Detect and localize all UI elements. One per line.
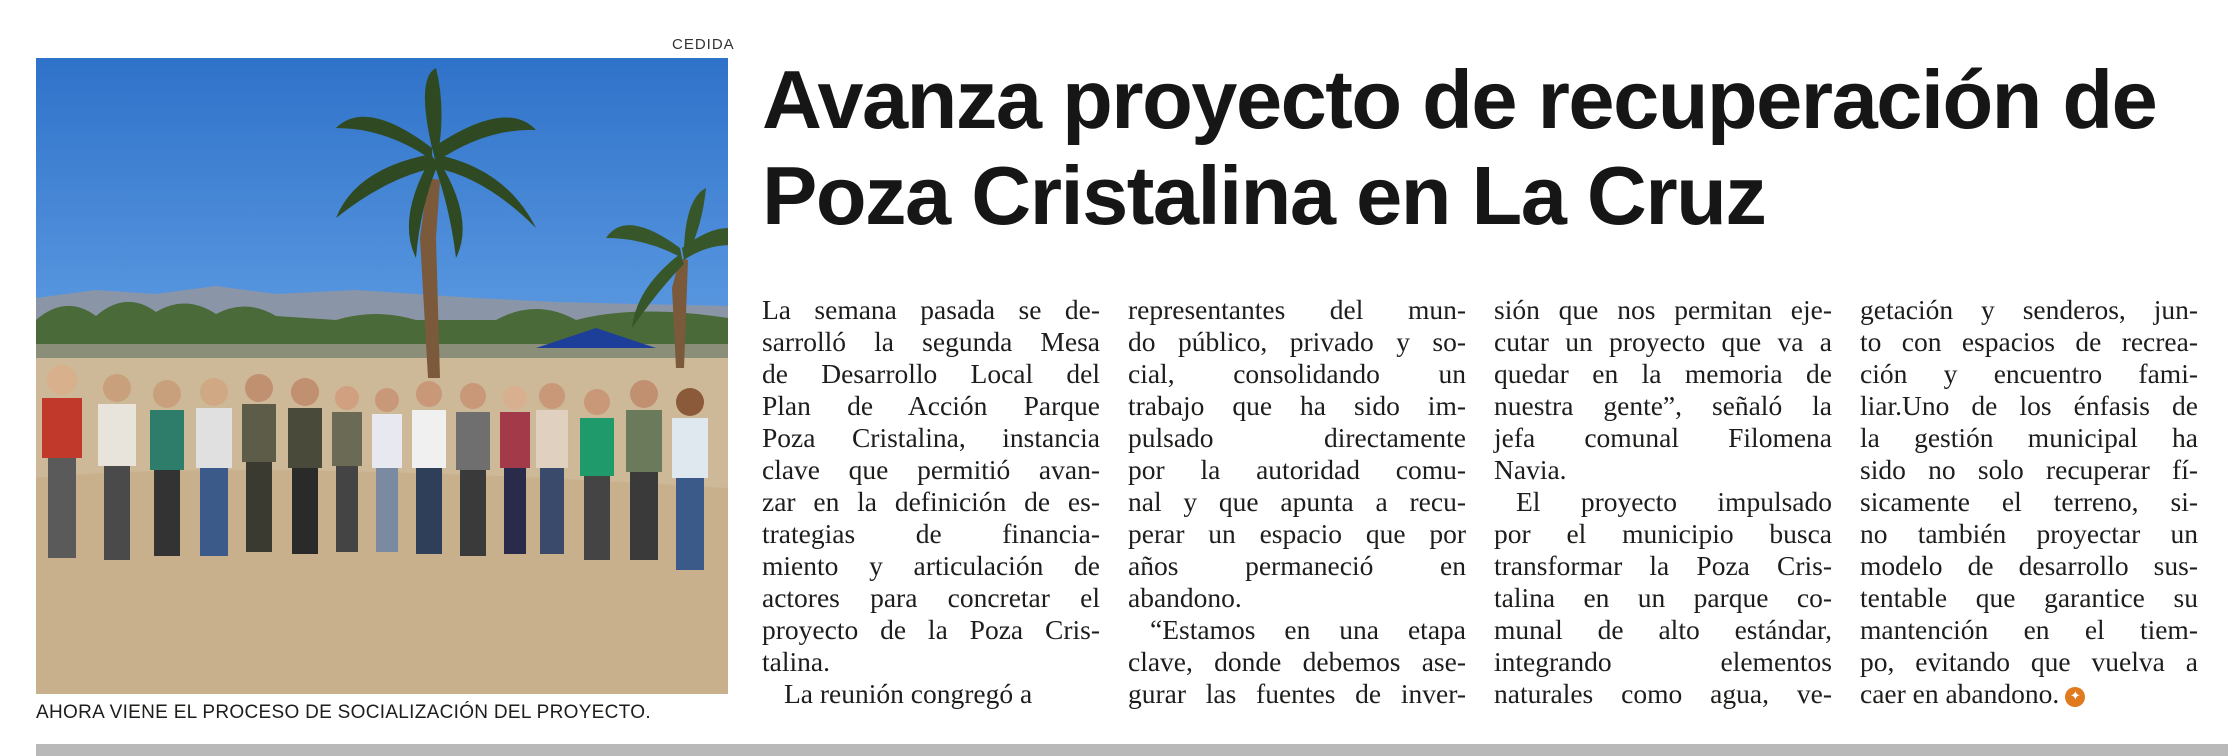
text-line: sarrolló la segunda Mesa — [762, 326, 1100, 357]
headline: Avanza proyecto de recuperación de Poza Cristalina en La Cruz — [762, 53, 2157, 242]
last-text-line — [1860, 678, 2198, 710]
text-line: trategias de financia- — [762, 518, 1100, 549]
text-line: pulsado directamente — [1128, 422, 1466, 453]
text-line: representantes del mun- — [1128, 294, 1466, 325]
text-line: la gestión municipal ha — [1860, 422, 2198, 453]
text-line: mantención en el tiem- — [1860, 614, 2198, 645]
text-line: do público, privado y so- — [1128, 326, 1466, 357]
article-column-3 — [1494, 294, 1832, 710]
text-line: sido no solo recuperar fí- — [1860, 454, 2198, 485]
text-line: por el municipio busca — [1494, 518, 1832, 549]
text-line: integrando elementos — [1494, 646, 1832, 677]
text-line: clave que permitió avan- — [762, 454, 1100, 485]
text-line: clave, donde debemos ase- — [1128, 646, 1466, 677]
text-line: de Desarrollo Local del — [762, 358, 1100, 389]
text-line: cutar un proyecto que va a — [1494, 326, 1832, 357]
text-line: Plan de Acción Parque — [762, 390, 1100, 421]
text-line: actores para concretar el — [762, 582, 1100, 613]
text-line: sicamente el terreno, si- — [1860, 486, 2198, 517]
text-line: getación y senderos, jun- — [1860, 294, 2198, 325]
text-line: años permaneció en — [1128, 550, 1466, 581]
text-line: miento y articulación de — [762, 550, 1100, 581]
article-column-2 — [1128, 294, 1466, 710]
star-icon: ✦ — [2065, 687, 2085, 707]
text-line: zar en la definición de es- — [762, 486, 1100, 517]
text-line: quedar en la memoria de — [1494, 358, 1832, 389]
text-line: La semana pasada se de- — [762, 294, 1100, 325]
text-line: La reunión congregó a — [784, 678, 1033, 709]
text-line: “Estamos en una etapa — [1150, 614, 1466, 645]
text-line: Poza Cristalina, instancia — [762, 422, 1100, 453]
text-line: abandono. — [1128, 582, 1242, 613]
text-line: to con espacios de recrea- — [1860, 326, 2198, 357]
text-line: sión que nos permitan eje- — [1494, 294, 1832, 325]
text-line: El proyecto impulsado — [1516, 486, 1832, 517]
photo-caption: AHORA VIENE EL PROCESO DE SOCIALIZACIÓN DEL PROYECTO. — [36, 702, 651, 723]
text-line: munal de alto estándar, — [1494, 614, 1832, 645]
text-line: modelo de desarrollo sus- — [1860, 550, 2198, 581]
text-line: no también proyectar un — [1860, 518, 2198, 549]
article-column-1 — [762, 294, 1100, 710]
photo-credit: CEDIDA — [672, 36, 735, 53]
text-line: perar un espacio que por — [1128, 518, 1466, 549]
text-line: Navia. — [1494, 454, 1567, 485]
bottom-rule — [36, 744, 2228, 756]
text-line: gurar las fuentes de inver- — [1128, 678, 1466, 709]
text-line: por la autoridad comu- — [1128, 454, 1466, 485]
text-line: jefa comunal Filomena — [1494, 422, 1832, 453]
text-line: tentable que garantice su — [1860, 582, 2198, 613]
text-line: talina. — [762, 646, 830, 677]
article-body — [762, 294, 2202, 736]
text-line: ción y encuentro fami- — [1860, 358, 2198, 389]
text-line: naturales como agua, ve- — [1494, 678, 1832, 709]
text-line: cial, consolidando un — [1128, 358, 1466, 389]
text-line: nuestra gente”, señaló la — [1494, 390, 1832, 421]
text-line: proyecto de la Poza Cris- — [762, 614, 1100, 645]
text-line: transformar la Poza Cris- — [1494, 550, 1832, 581]
text-line: caer en abandono. — [1860, 678, 2060, 709]
text-line: liar.Uno de los énfasis de — [1860, 390, 2198, 421]
text-line: po, evitando que vuelva a — [1860, 646, 2198, 677]
text-line: nal y que apunta a recu- — [1128, 486, 1466, 517]
article-column-4 — [1860, 294, 2198, 710]
text-line: talina en un parque co- — [1494, 582, 1832, 613]
group-photo-illustration — [36, 58, 728, 694]
text-line: trabajo que ha sido im- — [1128, 390, 1466, 421]
news-photo — [36, 58, 728, 694]
